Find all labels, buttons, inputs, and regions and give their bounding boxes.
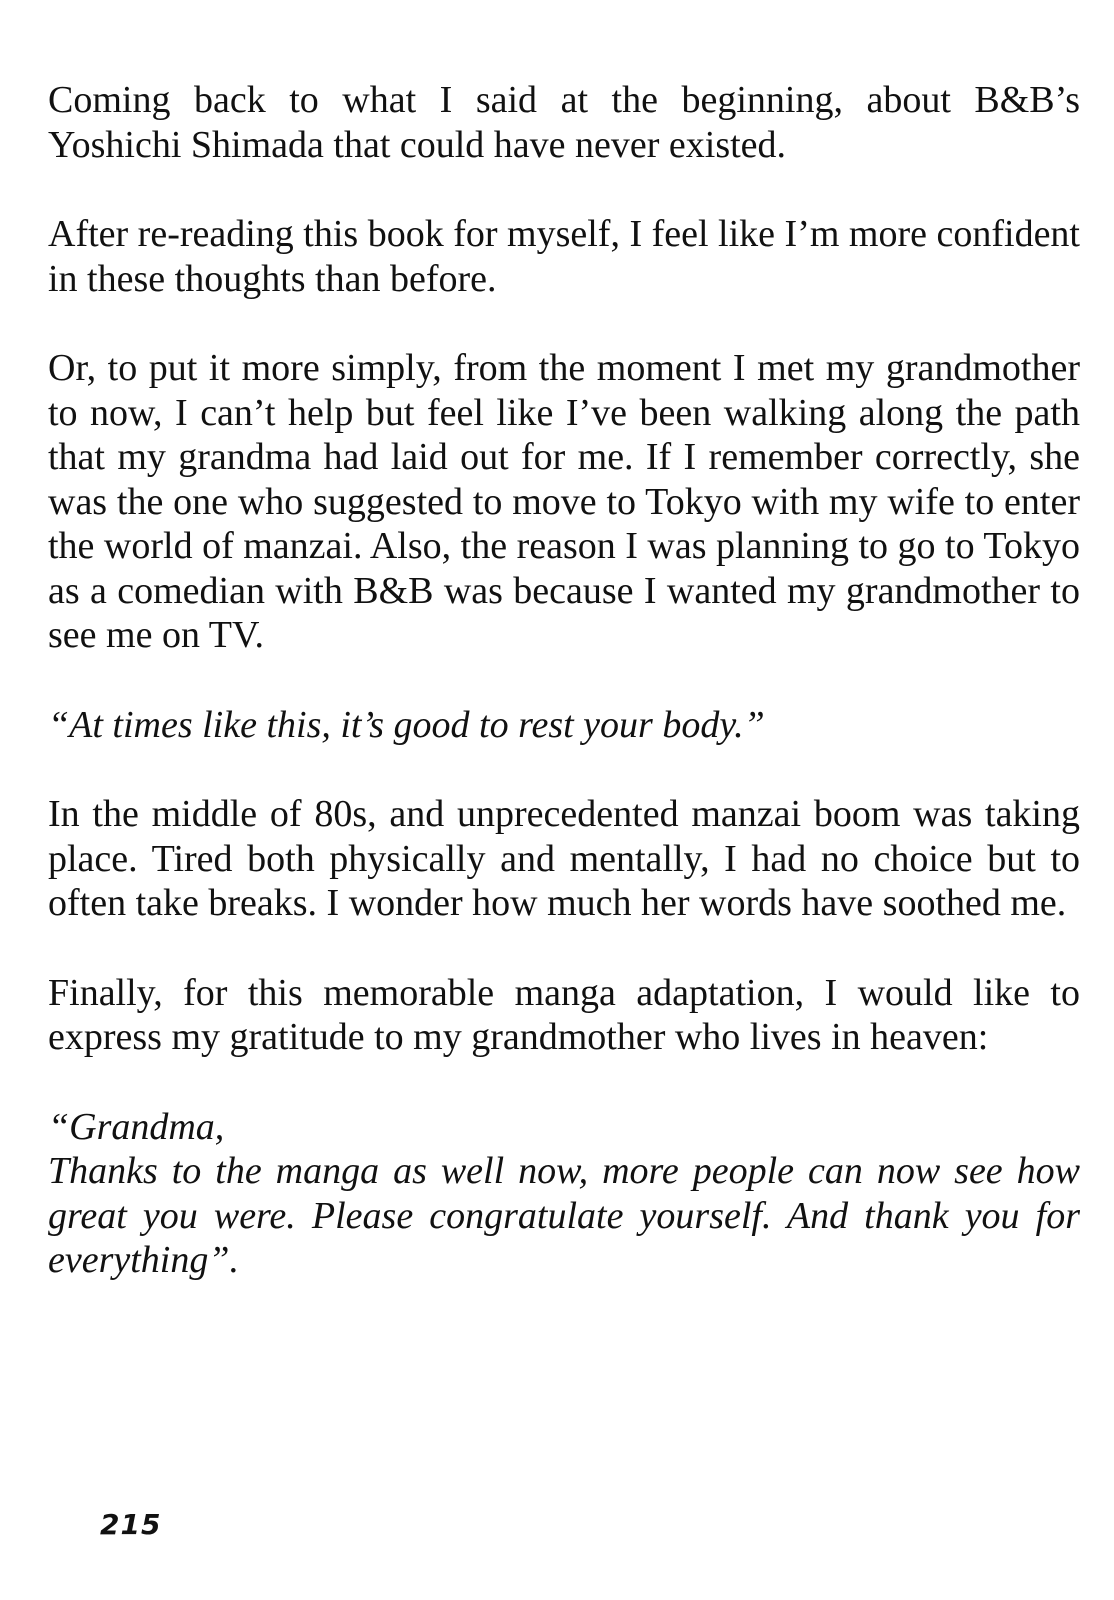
paragraph-opening: Coming back to what I said at the beginning, about B&B’s Yoshichi Shimada that could have never existed.	[48, 79, 1080, 166]
paragraph-manzai-boom: In the middle of 80s, and unprecedented manzai boom was taking place. Tired both physically and mentally, I had no choice but to often take breaks. I wonder how much her words have soothed me.	[48, 793, 1080, 924]
paragraph-rereading: After re-reading this book for myself, I feel like I’m more confident in these thoughts than before.	[48, 213, 1080, 300]
page-number: 215	[100, 1508, 162, 1541]
closing-quote-salutation: “Grandma,	[48, 1105, 225, 1148]
quote-rest-your-body: “At times like this, it’s good to rest your body.”	[48, 703, 765, 746]
paragraph-grandmother-path: Or, to put it more simply, from the moment I met my grandmother to now, I can’t help but feel like I’ve been walking along the path that my grandma had laid out for me. If I remember correctly, she was the one who suggested to move to Tokyo with my wife to enter the world of manzai. Also, the reason I was planning to go to Tokyo as a comedian with B&B was because I wanted my grandmother to see me on TV.	[48, 347, 1080, 656]
closing-quote	[48, 1105, 1080, 1283]
closing-quote-body: Thanks to the manga as well now, more people can now see how great you were. Please congratulate yourself. And thank you for everything”.	[48, 1150, 1080, 1281]
page-text-body	[48, 78, 1080, 1328]
paragraph-gratitude: Finally, for this memorable manga adaptation, I would like to express my gratitude to my grandmother who lives in heaven:	[48, 971, 1080, 1058]
